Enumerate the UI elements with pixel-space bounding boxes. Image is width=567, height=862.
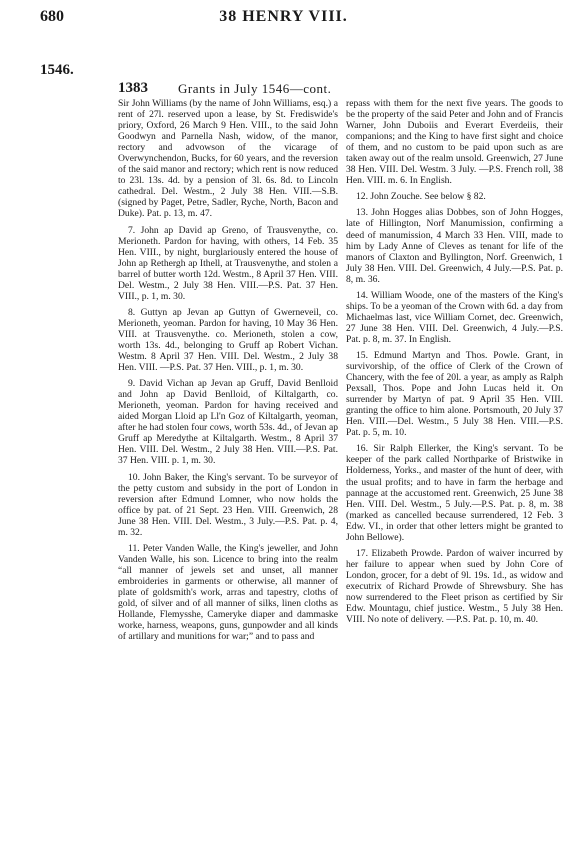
paragraph: 16. Sir Ralph Ellerker, the King's servant. To be keeper of the park called Northparke of Bristwike in Holderness, Yorks., and master of the hunt of deer, with the usual profits; and to have in farm the herbage and pannage at the accustomed rent. Greenwich, 25 June 38 Hen. VIII. Del. Westm., 5 July.—P.S. Pat. p. 8, m. 38 (marked as cancelled because surrendered, 12 Feb. 3 Edw. VI., in order that other letters might be granted to John Bellowe). [346, 443, 563, 543]
paragraph: 17. Elizabeth Prowde. Pardon of waiver incurred by her failure to appear when sued by John Core of London, grocer, for a debt of 9l. 19s. 1d., as widow and executrix of Richard Prowde of Shrewsbury. She has now surrendered to the Fleet prison as certified by Sir Edw. Mountagu, chief justice. Westm., 5 July 38 Hen. VIII. No note of delivery. —P.S. Pat. p. 10, m. 40. [346, 547, 563, 626]
paragraph: 15. Edmund Martyn and Thos. Powle. Grant, in survivorship, of the office of Clerk of the Crown of Chancery, with the fee of 20l. a year, as amply as Ralph Pexsall, Thos. Pope and John Lucas held it. On surrender by Martyn of pat. 9 April 35 Hen. VIII. granting the office to him alone. Portsmouth, 20 July 37 Hen. VIII.—Del. Westm., 5 July 38 Hen. VIII.—P.S. Pat. p. 5, m. 10. [346, 349, 563, 439]
entry-number: 1383 [118, 80, 148, 96]
page-number: 680 [40, 8, 64, 25]
right-column [346, 98, 563, 630]
year-label: 1546. [40, 62, 74, 78]
left-column [118, 98, 338, 647]
paragraph: 9. David Vichan ap Jevan ap Gruff, David Benlloid and John ap David Benlloid, of Kiltalgarth, co. Merioneth, yeoman. Pardon for having received and aided Morgan Lloid ap Ll'n Goz of Kiltalgarth, yeoman, after he had stolen four cows, worth 53s. 4d., of Jevan ap Gruff ap Meredythe at Kiltalgarth. Westm., 8 April 37 Hen. VIII. Del. Westm., 2 July 38 Hen. VIII.—P.S. Pat. 37 Hen. VIII. p. 1, m. 30. [118, 378, 338, 467]
running-title: 38 HENRY VIII. [219, 8, 348, 25]
paragraph: 14. William Woode, one of the masters of the King's ships. To be a yeoman of the Crown with 6d. a day from Michaelmas last, vice William Cornet, dec. Greenwich, 27 June 38 Hen. VIII. Del. Greenwich, 4 July.—P.S. Pat. p. 8, m. 37. In English. [346, 289, 563, 345]
paragraph: 10. John Baker, the King's servant. To be surveyor of the petty custom and subsidy in the port of London in reversion after Edmund Lomner, who now holds the office by pat. of 21 Sept. 23 Hen. VIII. Greenwich, 28 June 38 Hen. VIII. Del. Westm., 3 July.—P.S. Pat. p. 4, m. 32. [118, 471, 338, 538]
paragraph: 11. Peter Vanden Walle, the King's jeweller, and John Vanden Walle, his son. Licence to bring into the realm “all manner of jewels set and unset, all manner embroideries in garments or otherwise, all manner of plate of goldsmith's work, arras and tapestry, cloths of gold, of silver and of all manner of silks, linen cloths as Hollande, Flemysshe, Cameryke diaper and dammaske worke, harness, weapons, guns, gunpowder and all kinds of artillary and munitions for war;” and to pass and [118, 542, 338, 643]
paragraph: 8. Guttyn ap Jevan ap Guttyn of Gwerneveil, co. Merioneth, yeoman. Pardon for having, 10 May 36 Hen. VIII. at Trausvenythe. co. Merioneth, stolen a cow, worth 13s. 4d., belonging to Gruff ap Robert Vichan. Westm. 8 April 37 Hen. VIII. Del. Westm., 2 July 38 Hen. VIII. —P.S. Pat. 37 Hen. VIII., p. 1, m. 30. [118, 306, 338, 374]
paragraph: 7. John ap David ap Greno, of Trausvenythe, co. Merioneth. Pardon for having, with others, 14 Feb. 35 Hen. VIII., by night, burglariously entered the house of John ap Rethergh ap Ithell, at Trausvenythe, and stolen a barrel of butter worth 12d. Westm., 8 April 37 Hen. VIII. Del. Westm., 2 July 38 Hen. VIII.—P.S. Pat. 37 Hen. VIII., p. 1, m. 30. [118, 224, 338, 302]
paragraph: 13. John Hogges alias Dobbes, son of John Hogges, late of Hillington, Norf Manumission, confirming a deed of manumission, 4 March 33 Hen. VIII, made to him by Lady Anne of Cleves as tenant for life of the manors of Claxton and Byllington, Norf. Greenwich, 1 July 38 Hen. VIII. Del. Greenwich, 4 July.—P.S. Pat. p. 8, m. 36. [346, 207, 563, 285]
entry-heading [118, 80, 538, 100]
paragraph: Sir John Williams (by the name of John Williams, esq.) a rent of 27l. reserved upon a lease, by St. Frediswide's priory, Oxford, 26 March 9 Hen. VIII., to the said John Goodwyn and Parnella Nash, widow, of the manor, rectory and advowson of the vicarage of Overwynchendon, Bucks, for 60 years, and the reversion of the said manor and rectory; which rent is now reduced to 23l. 13s. 4d. by a pension of 3l. 6s. 8d. to Lincoln cathedral. Del. Westm., 2 July 38 Hen. VIII.—S.B. (signed by Paget, Petre, Sadler, Ryche, North, Bacon and Duke). Pat. p. 13, m. 47. [118, 98, 338, 220]
grants-title: Grants in July 1546—cont. [178, 81, 332, 96]
paragraph: repass with them for the next five years. The goods to be the property of the said Peter and John and of Francis Warner, John Duboiis and Everart Everdeiis, their companions; and the King to have first sight and choice of them, and no custom to be paid upon such as are taken away out of the realm unsold. Greenwich, 27 June 38 Hen. VIII. Del. Westm. 3 July. —P.S. French roll, 38 Hen. VIII. m. 6. In English. [346, 98, 563, 187]
page-header [0, 8, 567, 32]
paragraph: 12. John Zouche. See below § 82. [356, 191, 486, 203]
